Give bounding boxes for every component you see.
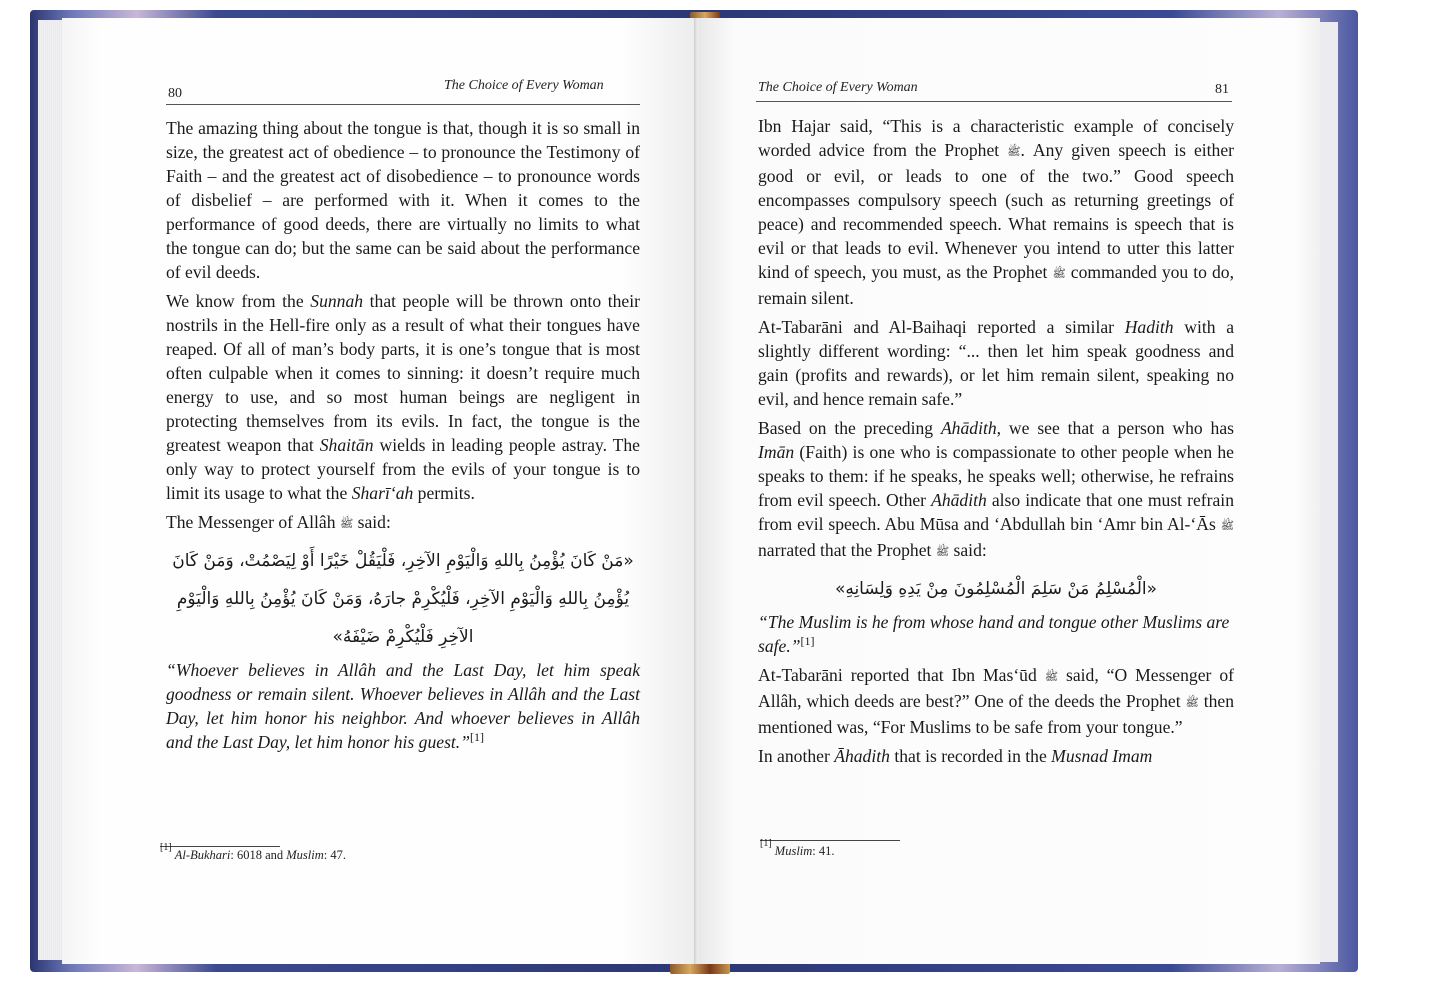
right-running-title — [758, 80, 918, 96]
left-p2-text-c: wields in leading people astray. The only way to protect yourself from the evils of your tongue is to limit its usage to what the — [166, 435, 640, 503]
right-paragraph-5 — [758, 744, 1234, 768]
right-p1-text-b: . Any given speech is either good or evil, or leads to one of the two.” Good speech encompasses compulsory speech (such as returning greetings of peace) and recommended speech. What remains is speech that is evil or that leads to evil. Whenever you intend to utter this latter kind of speech, you must, as the Prophet — [758, 140, 1235, 282]
right-p1-text-a: Ibn Hajar said, “This is a characteristic example of concisely worded advice from the Prophet — [758, 116, 1234, 160]
right-p3-iman: Imān — [758, 441, 795, 462]
right-p2-hadith: Hadith — [1124, 316, 1174, 337]
right-p3-text-c: (Faith) is one who is compassionate to other people when he speaks to them: if he speaks, he speaks well; otherwise, he refrains from evil speech. Other — [758, 441, 1234, 510]
left-paragraph-2 — [166, 289, 640, 505]
left-body — [166, 116, 640, 759]
left-quote — [166, 658, 640, 754]
right-footnote-text: : 41. — [812, 844, 835, 858]
right-p3-text-d: also indicate that one must refrain from evil speech. Abu Mūsa and ‘Abdullah bin ‘Amr bin Al-‘Ās — [758, 489, 1234, 534]
left-running-title-text: The Choice of Every Woman — [444, 78, 604, 93]
right-p3-ahadith2: Ahādith — [931, 489, 987, 510]
right-p5-ahadith: Āhadith — [834, 745, 890, 766]
right-p1-text-c: commanded you to do, remain silent. — [758, 261, 1234, 308]
left-footnote-text: : 6018 and — [230, 848, 287, 862]
right-p4-text-c: then mentioned was, “For Muslims to be safe from your tongue.” — [758, 690, 1234, 737]
left-p2-text-a: We know from the — [166, 291, 311, 311]
right-arabic-hadith: «الْمُسْلِمُ مَنْ سَلِمَ الْمُسْلِمُونَ مِنْ يَدِهِ وَلِسَانِهِ» — [834, 578, 1158, 599]
left-quote-footnote-ref: [1] — [470, 730, 484, 745]
right-quote-footnote-ref: [1] — [800, 633, 815, 648]
right-footnote-rule — [760, 840, 900, 841]
left-running-title — [444, 78, 604, 94]
salutation-glyph: ﷺ — [935, 544, 950, 558]
salutation-glyph: ﷺ — [339, 516, 354, 530]
right-p5-text-b: that is recorded in the — [889, 745, 1052, 766]
right-p3-ahadith: Ahādith — [940, 417, 997, 438]
right-p3-text-e: narrated that the Prophet — [758, 539, 936, 560]
right-body — [758, 114, 1234, 773]
right-p5-text-a: In another — [758, 745, 835, 766]
right-paragraph-4 — [758, 663, 1234, 739]
right-p4-text-a: At-Tabarāni reported that Ibn Mas‘ūd — [758, 664, 1045, 685]
left-footnote — [160, 842, 346, 863]
right-paragraph-2 — [758, 315, 1234, 411]
right-p3-text-f: said: — [949, 539, 987, 560]
salutation-glyph: ﷺ — [1052, 266, 1066, 280]
left-p2-text-d: permits. — [413, 483, 475, 503]
right-footnote-marker: [1] — [760, 838, 772, 849]
left-footnote-source2: Muslim — [286, 848, 324, 862]
salutation-glyph: ﷺ — [1185, 695, 1199, 709]
left-p2-shariah: Sharī‘ah — [351, 483, 414, 503]
right-footnote — [760, 838, 835, 859]
left-p2-shaitan: Shaitān — [319, 435, 374, 455]
left-header-rule — [166, 104, 640, 105]
left-paragraph-3 — [166, 510, 640, 536]
right-paragraph-3 — [758, 416, 1234, 564]
left-footnote-rule — [160, 846, 280, 847]
right-footnote-source: Muslim — [774, 844, 813, 858]
right-p3-text-b: , we see that a person who has — [996, 417, 1234, 438]
right-p5-musnad: Musnad Imam — [1051, 745, 1153, 766]
left-page-number: 80 — [168, 86, 182, 101]
right-page-number: 81 — [1215, 82, 1229, 97]
right-running-title-text: The Choice of Every Woman — [758, 80, 918, 95]
right-p2-text-b: with a slightly different wording: “... then let him speak goodness and gain (profits and rewards), or let him remain silent, speaking no evil, and hence remain safe.” — [758, 316, 1234, 409]
right-header-rule — [756, 101, 1232, 102]
left-quote-text: “Whoever believes in Allâh and the Last Day, let him speak goodness or remain silent. Whoever believes in Allâh and the Last Day, let him honor his neighbor. And whoever believes in Allâh and the Last Day, let him honor his guest.” — [166, 659, 640, 752]
left-footnote-marker: [1] — [160, 842, 172, 853]
salutation-glyph: ﷺ — [1007, 144, 1021, 158]
right-p4-text-b: said, “O Messenger of Allâh, which deeds are best?” One of the deeds the Prophet — [758, 664, 1234, 711]
left-footnote-text2: : 47. — [323, 848, 346, 862]
left-paragraph-1: The amazing thing about the tongue is that, though it is so small in size, the greatest act of obedience – to pronounce the Testimony of Faith – and the greatest act of disobedience – to pronounce words of disbelief – are performed with it. When it comes to the performance of good deeds, there are virtually no limits to what the tongue can do; but the same can be said about the performance of evil deeds. — [166, 118, 640, 282]
salutation-glyph: ﷺ — [1220, 518, 1234, 532]
right-p2-text-a: At-Tabarāni and Al-Baihaqi reported a similar — [758, 316, 1125, 337]
right-paragraph-1 — [758, 114, 1234, 310]
left-p2-sunnah: Sunnah — [310, 291, 364, 311]
left-footnote-source1: Al-Bukhari — [174, 848, 231, 862]
salutation-glyph: ﷺ — [1044, 669, 1059, 683]
right-quote-text: “The Muslim is he from whose hand and tongue other Muslims are safe.” — [758, 611, 1230, 656]
left-arabic-hadith: «مَنْ كَانَ يُؤْمِنُ بِاللهِ وَالْيَوْمِ الآخِرِ، فَلْيَقُلْ خَيْرًا أَوْ لِيَصْمُتْ، وَمَنْ كَانَ يُؤْمِنُ بِاللهِ وَالْيَوْمِ الآخِرِ، فَلْيُكْرِمْ جارَهُ، وَمَنْ كَانَ يُؤْمِنُ بِاللهِ وَالْيَوْمِ الآخِرِ فَلْيُكْرِمْ ضَيْفَهُ» — [172, 550, 634, 647]
left-p2-text-b: that people will be thrown onto their nostrils in the Hell-fire only as a result of what their tongues have reaped. Of all of man’s body parts, it is one’s tongue that is most often culpable when it comes to sinning: it doesn’t require much energy to use, and so most human beings are negligent in protecting themselves from its evils. In fact, the tongue is the greatest weapon that — [166, 291, 640, 455]
left-p3-text-a: The Messenger of Allâh — [166, 512, 340, 532]
left-p3-text-b: said: — [353, 512, 391, 532]
right-p3-text-a: Based on the preceding — [758, 417, 941, 438]
right-quote — [758, 610, 1234, 658]
